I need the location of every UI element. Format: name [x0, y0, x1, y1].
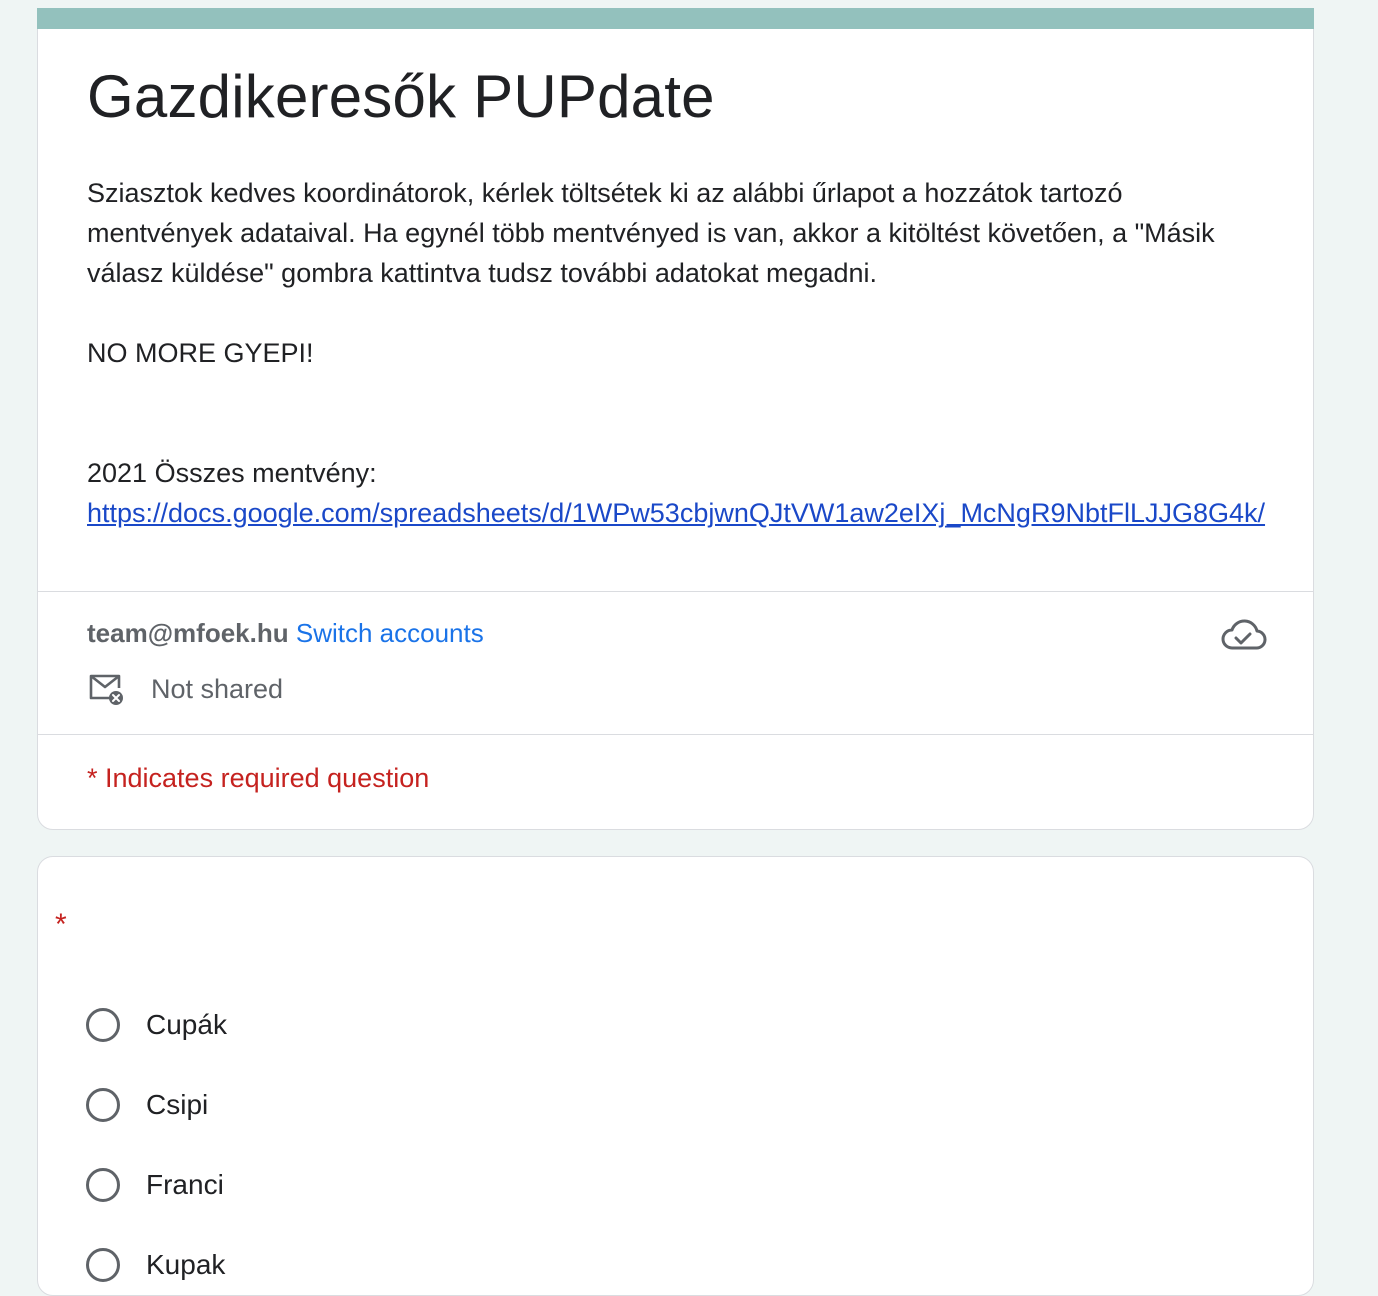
radio-button[interactable]: [86, 1008, 120, 1042]
radio-option-label: Franci: [146, 1169, 224, 1200]
mail-not-shared-icon: [87, 672, 125, 706]
description-paragraph: Sziasztok kedves koordinátorok, kérlek töltsétek ki az alábbi űrlapot a hozzátok tartozó mentvények adataival. Ha egynél több mentvényed is van, akkor a kitöltést követően, a "Másik válasz küldése" gombra kattintva tudsz további adatokat megadni.: [87, 178, 1215, 288]
form-header-card: [37, 8, 1314, 830]
form-accent-bar: [37, 8, 1314, 29]
radio-option[interactable]: [86, 1003, 227, 1047]
sharing-status-row: [87, 669, 283, 709]
description-slogan: NO MORE GYEPI!: [87, 338, 314, 368]
required-marker: *: [55, 908, 67, 941]
radio-button[interactable]: [86, 1168, 120, 1202]
required-question-note: * Indicates required question: [87, 763, 430, 793]
divider: [38, 591, 1313, 592]
radio-button[interactable]: [86, 1088, 120, 1122]
radio-option-label: Kupak: [146, 1249, 226, 1280]
radio-option-label: Csipi: [146, 1089, 209, 1120]
question-card: [37, 856, 1314, 1296]
description-link-label: 2021 Összes mentvény:: [87, 458, 377, 488]
account-email: team@mfoek.hu: [87, 618, 289, 648]
radio-option-label: Cupák: [146, 1009, 227, 1040]
radio-option[interactable]: [86, 1216, 226, 1280]
spreadsheet-link[interactable]: https://docs.google.com/spreadsheets/d/1WPw53cbjwnQJtVW1aw2eIXj_McNgR9NbtFlLJJG8G4k/: [87, 498, 1266, 528]
cloud-done-icon: [1220, 619, 1266, 651]
radio-option[interactable]: [86, 1083, 208, 1127]
form-title: Gazdikeresők PUPdate: [87, 63, 715, 130]
sharing-status-text: Not shared: [151, 673, 284, 704]
account-row: [87, 617, 484, 649]
divider: [38, 734, 1313, 735]
switch-accounts-link[interactable]: Switch accounts: [295, 618, 484, 648]
form-description: [87, 173, 1267, 533]
radio-option[interactable]: [86, 1163, 224, 1207]
radio-button[interactable]: [86, 1248, 120, 1282]
